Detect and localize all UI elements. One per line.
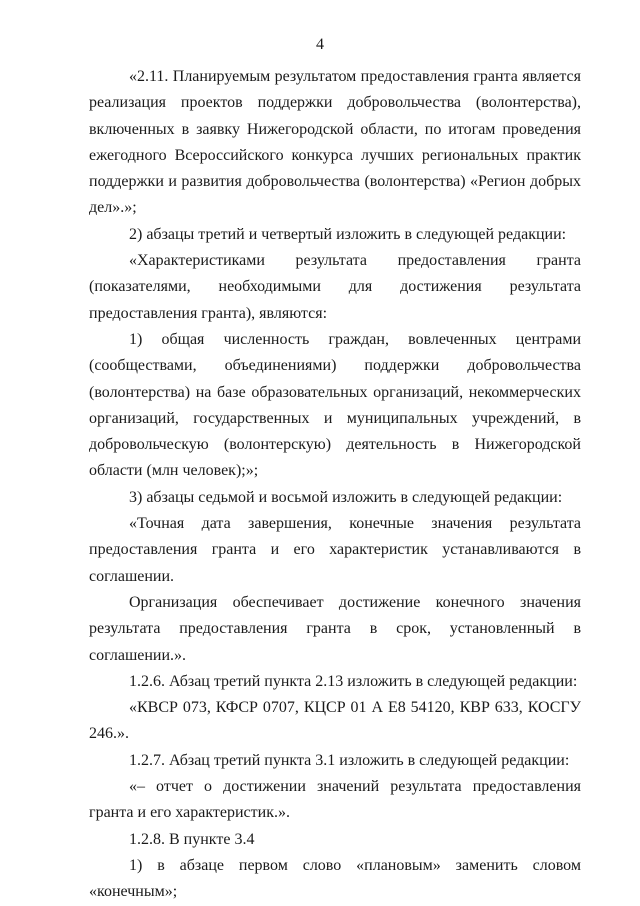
paragraph-1-2-6: 1.2.6. Абзац третий пункта 2.13 изложить в следующей редакции: (129, 672, 578, 690)
paragraph-organization: Организация обеспечивает достижение конечного значения результата предоставления гранта в срок, установленный в соглашении.». (89, 593, 581, 664)
paragraph-amendment-3: 3) абзацы седьмой и восьмой изложить в следующей редакции: (129, 488, 563, 506)
document-body (89, 64, 581, 906)
paragraph-planned-result: «2.11. Планируемым результатом предоставления гранта является реализация проектов поддержки добровольчества (волонтерства), включенных в заявку Нижегородской области, по итогам проведения ежегодного Всероссийского конкурса лучших региональных практик поддержки и развития добровольчества (волонтерства) «Регион добрых дел».»; (89, 68, 581, 217)
paragraph-characteristics: «Характеристиками результата предоставления гранта (показателями, необходимыми для достижения результата предоставления гранта), являются: (89, 252, 581, 322)
paragraph-1-2-8: 1.2.8. В пункте 3.4 (129, 830, 255, 848)
paragraph-item-1: 1) общая численность граждан, вовлеченных центрами (сообществами, объединениями) поддержки добровольчества (волонтерства) на базе образовательных организаций, некоммерческих организаций, государственных и муниципальных учреждений, в добровольческую (волонтерскую) деятельность в Нижегородской области (млн человек);»; (89, 330, 581, 480)
paragraph-exact-date: «Точная дата завершения, конечные значения результата предоставления гранта и его характеристик устанавливаются в соглашении. (89, 515, 581, 585)
paragraph-report: «– отчет о достижении значений результата предоставления гранта и его характеристик.». (89, 778, 581, 822)
paragraph-budget-codes: «КВСР 073, КФСР 0707, КЦСР 01 А Е8 54120, КВР 633, КОСГУ 246.». (89, 699, 581, 743)
page-number: 4 (316, 36, 324, 53)
paragraph-amendment-word: 1) в абзаце первом слово «плановым» заменить словом «конечным»; (89, 856, 581, 901)
paragraph-amendment-2: 2) абзацы третий и четвертый изложить в следующей редакции: (129, 225, 567, 243)
paragraph-1-2-7: 1.2.7. Абзац третий пункта 3.1 изложить в следующей редакции: (129, 751, 570, 769)
